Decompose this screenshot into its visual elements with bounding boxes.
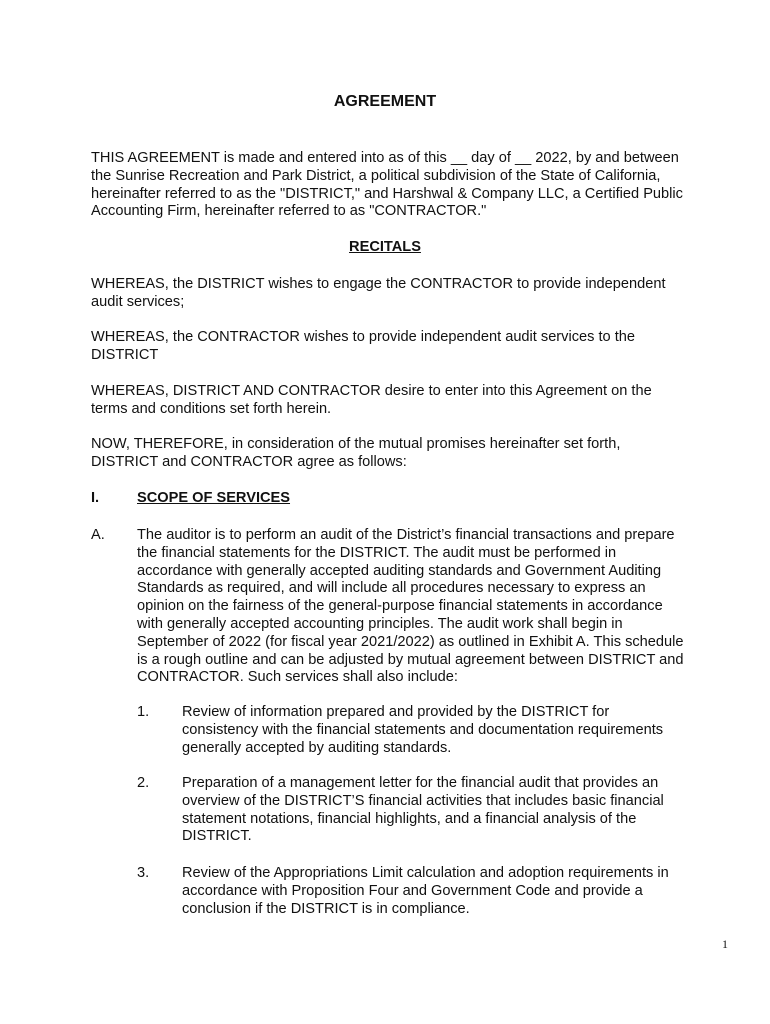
sub-item-3-text: Review of the Appropriations Limit calculation and adoption requirements in accordance with Proposition Four and Government Code and provide a conclusion if the DISTRICT is in compliance. <box>182 865 669 917</box>
sub-item-3-number: 3. <box>137 865 150 881</box>
whereas-paragraph-3: WHEREAS, DISTRICT AND CONTRACTOR desire to enter into this Agreement on the terms and conditions set forth herein. <box>91 383 652 417</box>
item-a-text: The auditor is to perform an audit of the District’s financial transactions and prepare the financial statements for the DISTRICT. The audit must be performed in accordance with generally accepted auditing standards and Government Auditing Standards as required, and will include all procedures necessary to express an opinion on the fairness of the general-purpose financial statements in accordance with generally accepted accounting principles. The audit work shall begin in September of 2022 (for fiscal year 2021/2022) as outlined in Exhibit A. This schedule is a rough outline and can be adjusted by mutual agreement between DISTRICT and CONTRACTOR. Such services shall also include: <box>137 527 684 686</box>
intro-paragraph: THIS AGREEMENT is made and entered into as of this __ day of __ 2022, by and between the Sunrise Recreation and Park District, a political subdivision of the State of California, hereinafter referred to as the "DISTRICT," and Harshwal & Company LLC, a Certified Public Accounting Firm, hereinafter referred to as "CONTRACTOR." <box>91 150 683 220</box>
section-number: I. <box>91 490 100 506</box>
sub-item-2-text: Preparation of a management letter for the financial audit that provides an overview of the DISTRICT’S financial activities that includes basic financial statement notations, financial highlights, and a financial analysis of the DISTRICT. <box>182 775 664 845</box>
item-a-letter: A. <box>91 527 105 543</box>
document-title: AGREEMENT <box>333 93 437 110</box>
now-therefore-paragraph: NOW, THEREFORE, in consideration of the mutual promises hereinafter set forth, DISTRICT and CONTRACTOR agree as follows: <box>91 436 621 470</box>
section-title: SCOPE OF SERVICES <box>137 490 291 506</box>
sub-item-1-number: 1. <box>137 704 150 720</box>
whereas-paragraph-1: WHEREAS, the DISTRICT wishes to engage the CONTRACTOR to provide independent audit services; <box>91 276 666 310</box>
page-number: 1 <box>722 937 728 951</box>
recitals-heading: RECITALS <box>349 239 421 255</box>
sub-item-1-text: Review of information prepared and provided by the DISTRICT for consistency with the financial statements and documentation requirements generally accepted by auditing standards. <box>182 704 664 756</box>
sub-item-2-number: 2. <box>137 775 150 791</box>
whereas-paragraph-2: WHEREAS, the CONTRACTOR wishes to provide independent audit services to the DISTRICT <box>91 329 635 363</box>
